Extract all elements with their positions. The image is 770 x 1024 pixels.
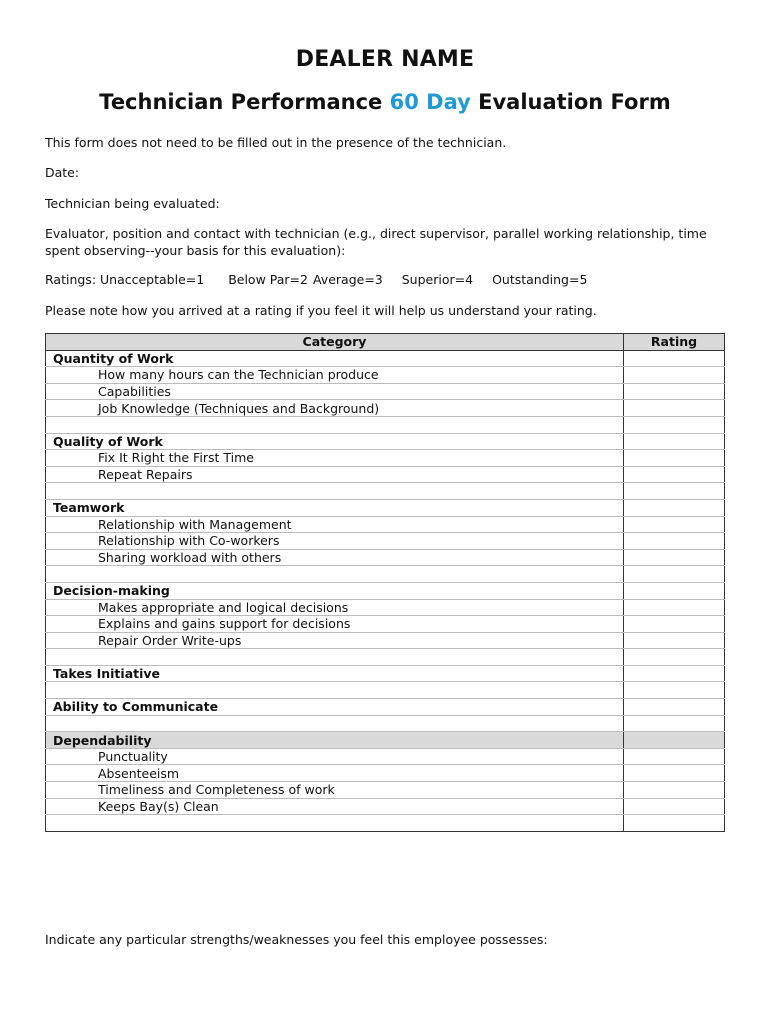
category-item: Absenteeism — [46, 765, 624, 782]
table-row — [46, 483, 725, 500]
category-item: Timeliness and Completeness of work — [46, 782, 624, 799]
category-column-header: Category — [46, 334, 624, 351]
technician-label: Technician being evaluated: — [45, 196, 220, 211]
table-row — [46, 566, 725, 583]
blank-cell — [46, 815, 624, 832]
title-part2: Evaluation Form — [470, 90, 671, 114]
table-row — [46, 367, 725, 384]
rating-cell[interactable] — [624, 616, 725, 633]
rating-cell[interactable] — [624, 582, 725, 599]
dealer-name: DEALER NAME — [295, 47, 475, 72]
rating-cell[interactable] — [624, 383, 725, 400]
title-part1: Technician Performance — [99, 90, 390, 114]
category-heading: Teamwork — [46, 499, 624, 516]
category-item: Sharing workload with others — [46, 549, 624, 566]
rating-superior: Superior=4 — [401, 272, 474, 287]
blank-cell — [46, 682, 624, 699]
rating-cell[interactable] — [624, 632, 725, 649]
rating-cell[interactable] — [624, 516, 725, 533]
category-item: Relationship with Management — [46, 516, 624, 533]
category-item: Fix It Right the First Time — [46, 450, 624, 467]
rating-cell[interactable] — [624, 599, 725, 616]
table-row — [46, 649, 725, 666]
evaluation-table — [45, 333, 725, 832]
table-row — [46, 499, 725, 516]
table-row — [46, 782, 725, 799]
table-row — [46, 516, 725, 533]
category-item: Relationship with Co-workers — [46, 533, 624, 550]
page-title — [0, 90, 770, 114]
rating-cell[interactable] — [624, 699, 725, 716]
rating-cell[interactable] — [624, 433, 725, 450]
rating-average: Average=3 — [312, 272, 383, 287]
category-item: Job Knowledge (Techniques and Background) — [46, 400, 624, 417]
table-row — [46, 682, 725, 699]
category-item: Makes appropriate and logical decisions — [46, 599, 624, 616]
table-row — [46, 549, 725, 566]
rating-cell[interactable] — [624, 416, 725, 433]
category-heading: Decision-making — [46, 582, 624, 599]
rating-cell[interactable] — [624, 715, 725, 732]
table-row — [46, 450, 725, 467]
rating-cell[interactable] — [624, 549, 725, 566]
table-row — [46, 715, 725, 732]
category-item: Repeat Repairs — [46, 466, 624, 483]
blank-cell — [46, 649, 624, 666]
rating-cell[interactable] — [624, 815, 725, 832]
rating-cell[interactable] — [624, 748, 725, 765]
rating-cell[interactable] — [624, 765, 725, 782]
table-row — [46, 765, 725, 782]
rating-unacceptable: Ratings: Unacceptable=1 — [45, 272, 205, 287]
blank-cell — [46, 715, 624, 732]
category-item: Capabilities — [46, 383, 624, 400]
rating-cell[interactable] — [624, 798, 725, 815]
table-row — [46, 665, 725, 682]
category-heading: Takes Initiative — [46, 665, 624, 682]
table-row — [46, 748, 725, 765]
rating-cell[interactable] — [624, 732, 725, 749]
category-item: Keeps Bay(s) Clean — [46, 798, 624, 815]
table-row — [46, 815, 725, 832]
table-row — [46, 433, 725, 450]
rating-outstanding: Outstanding=5 — [492, 272, 588, 287]
table-row — [46, 699, 725, 716]
notice-text: This form does not need to be filled out in the presence of the technician. — [45, 135, 507, 150]
table-row — [46, 632, 725, 649]
rating-cell[interactable] — [624, 533, 725, 550]
rating-cell[interactable] — [624, 400, 725, 417]
rating-column-header: Rating — [624, 334, 725, 351]
category-item: Repair Order Write-ups — [46, 632, 624, 649]
category-item: Explains and gains support for decisions — [46, 616, 624, 633]
table-row — [46, 732, 725, 749]
table-row — [46, 400, 725, 417]
rating-cell[interactable] — [624, 450, 725, 467]
blank-cell — [46, 483, 624, 500]
table-row — [46, 350, 725, 367]
rating-cell[interactable] — [624, 466, 725, 483]
table-row — [46, 416, 725, 433]
category-heading: Quality of Work — [46, 433, 624, 450]
category-item: Punctuality — [46, 748, 624, 765]
rating-note: Please note how you arrived at a rating if you feel it will help us understand your rating. — [45, 303, 597, 318]
table-row — [46, 582, 725, 599]
rating-cell[interactable] — [624, 782, 725, 799]
table-row — [46, 599, 725, 616]
rating-cell[interactable] — [624, 682, 725, 699]
rating-cell[interactable] — [624, 483, 725, 500]
rating-below-par: Below Par=2 — [228, 272, 308, 287]
rating-cell[interactable] — [624, 499, 725, 516]
rating-cell[interactable] — [624, 665, 725, 682]
table-row — [46, 466, 725, 483]
category-heading: Ability to Communicate — [46, 699, 624, 716]
rating-cell[interactable] — [624, 350, 725, 367]
date-label: Date: — [45, 165, 80, 180]
strengths-weaknesses-label: Indicate any particular strengths/weaknesses you feel this employee possesses: — [45, 932, 548, 947]
table-header-row — [46, 334, 725, 351]
category-heading: Dependability — [46, 732, 624, 749]
rating-cell[interactable] — [624, 649, 725, 666]
category-item: How many hours can the Technician produce — [46, 367, 624, 384]
blank-cell — [46, 566, 624, 583]
title-accent: 60 Day — [389, 90, 471, 114]
category-heading: Quantity of Work — [46, 350, 624, 367]
table-row — [46, 798, 725, 815]
blank-cell — [46, 416, 624, 433]
table-row — [46, 616, 725, 633]
table-row — [46, 383, 725, 400]
rating-cell[interactable] — [624, 367, 725, 384]
evaluator-label: Evaluator, position and contact with technician (e.g., direct supervisor, parallel working relationship, time spent observing--your basis for this evaluation): — [45, 226, 707, 258]
ratings-scale — [45, 272, 587, 287]
table-row — [46, 533, 725, 550]
rating-cell[interactable] — [624, 566, 725, 583]
